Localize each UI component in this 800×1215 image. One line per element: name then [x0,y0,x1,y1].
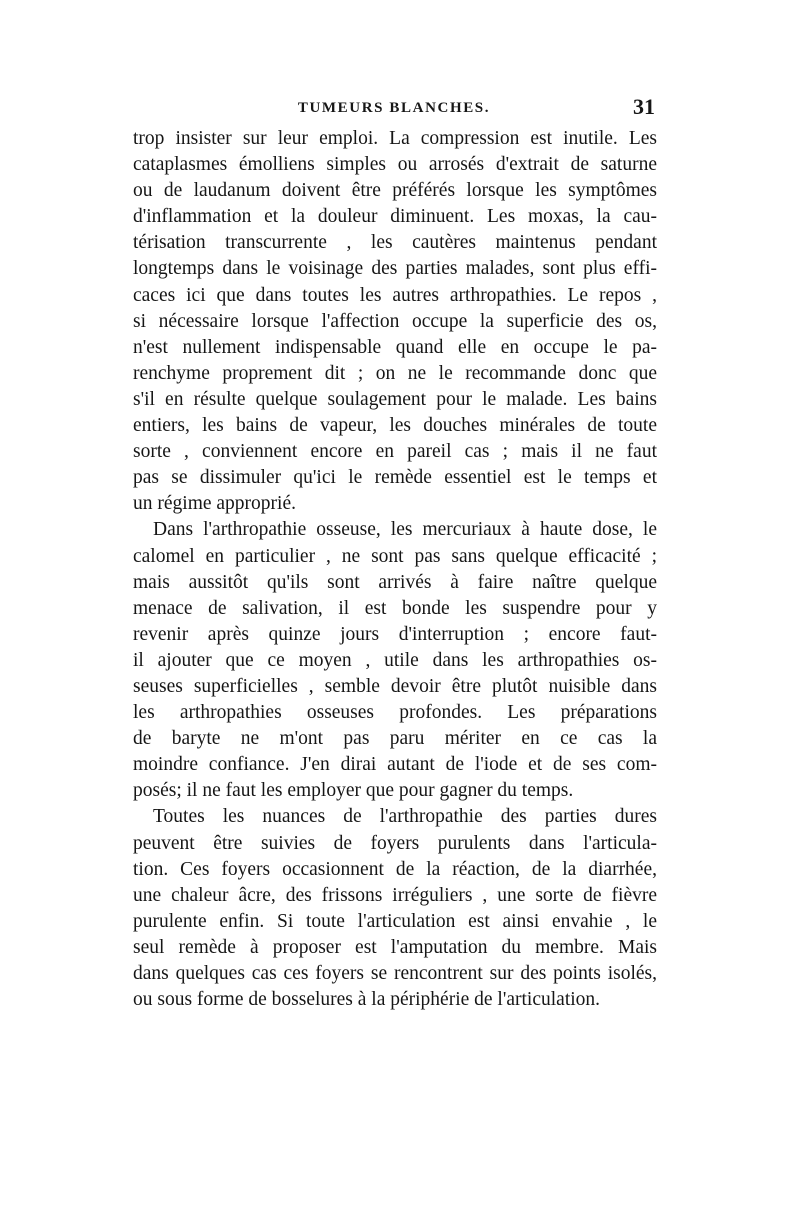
text-line: menace de salivation, il est bonde les suspendre pour y [133,597,657,619]
text-line: revenir après quinze jours d'interruption ; encore faut- [133,623,657,645]
text-line: seuses superficielles , semble devoir être plutôt nuisible dans [133,675,657,697]
text-line: pas se dissimuler qu'ici le remède essentiel est le temps et [133,467,657,489]
text-line: d'inflammation et la douleur diminuent. Les moxas, la cau- [133,206,657,228]
text-line: renchyme proprement dit ; on ne le recommande donc que [133,362,657,384]
text-line: entiers, les bains de vapeur, les douches minérales de toute [133,415,657,437]
text-line: térisation transcurrente , les cautères maintenus pendant [133,232,657,254]
paragraph-last-line: posés; il ne faut les employer que pour gagner du temps. [133,780,574,802]
page-number: 31 [633,94,655,119]
text-line: trop insister sur leur emploi. La compression est inutile. Les [133,128,657,149]
text-line: dans quelques cas ces foyers se rencontrent sur des points isolés, [133,963,657,984]
text-line: tion. Ces foyers occasionnent de la réaction, de la diarrhée, [133,858,657,880]
text-line: de baryte ne m'ont pas paru mériter en ce cas la [133,728,657,750]
text-line: seul remède à proposer est l'amputation du membre. Mais [133,936,657,958]
body-text [133,126,657,1013]
text-line: caces ici que dans toutes les autres arthropathies. Le repos , [133,284,657,306]
text-line: les arthropathies osseuses profondes. Les préparations [133,702,657,724]
text-line: s'il en résulte quelque soulagement pour le malade. Les bains [133,388,657,410]
text-line: cataplasmes émolliens simples ou arrosés d'extrait de saturne [133,154,657,176]
running-title: TUMEURS BLANCHES. [297,100,491,116]
text-line: ou de laudanum doivent être préférés lorsque les symptômes [133,180,657,202]
text-line: il ajouter que ce moyen , utile dans les arthropathies os- [133,649,657,671]
paragraph-first-line: Toutes les nuances de l'arthropathie des parties dures [153,806,657,828]
text-line: longtemps dans le voisinage des parties malades, sont plus effi- [133,258,657,280]
text-line: purulente enfin. Si toute l'articulation est ainsi envahie , le [133,910,657,932]
paragraph-last-line: un régime approprié. [133,493,296,515]
page-header [133,94,655,124]
text-line: moindre confiance. J'en dirai autant de l'iode et de ses com- [133,754,657,776]
text-line: n'est nullement indispensable quand elle en occupe le pa- [133,336,657,358]
text-line: si nécessaire lorsque l'affection occupe la superficie des os, [133,310,657,332]
paragraph-first-line: Dans l'arthropathie osseuse, les mercuriaux à haute dose, le [153,519,657,541]
text-line: sorte , conviennent encore en pareil cas ; mais il ne faut [133,441,657,463]
text-line: peuvent être suivies de foyers purulents dans l'articula- [133,832,657,854]
text-line: calomel en particulier , ne sont pas sans quelque efficacité ; [133,545,657,567]
text-line: mais aussitôt qu'ils sont arrivés à faire naître quelque [133,571,657,593]
text-line: une chaleur âcre, des frissons irréguliers , une sorte de fièvre [133,884,657,906]
text-line: ou sous forme de bosselures à la périphérie de l'articulation. [133,989,601,1011]
